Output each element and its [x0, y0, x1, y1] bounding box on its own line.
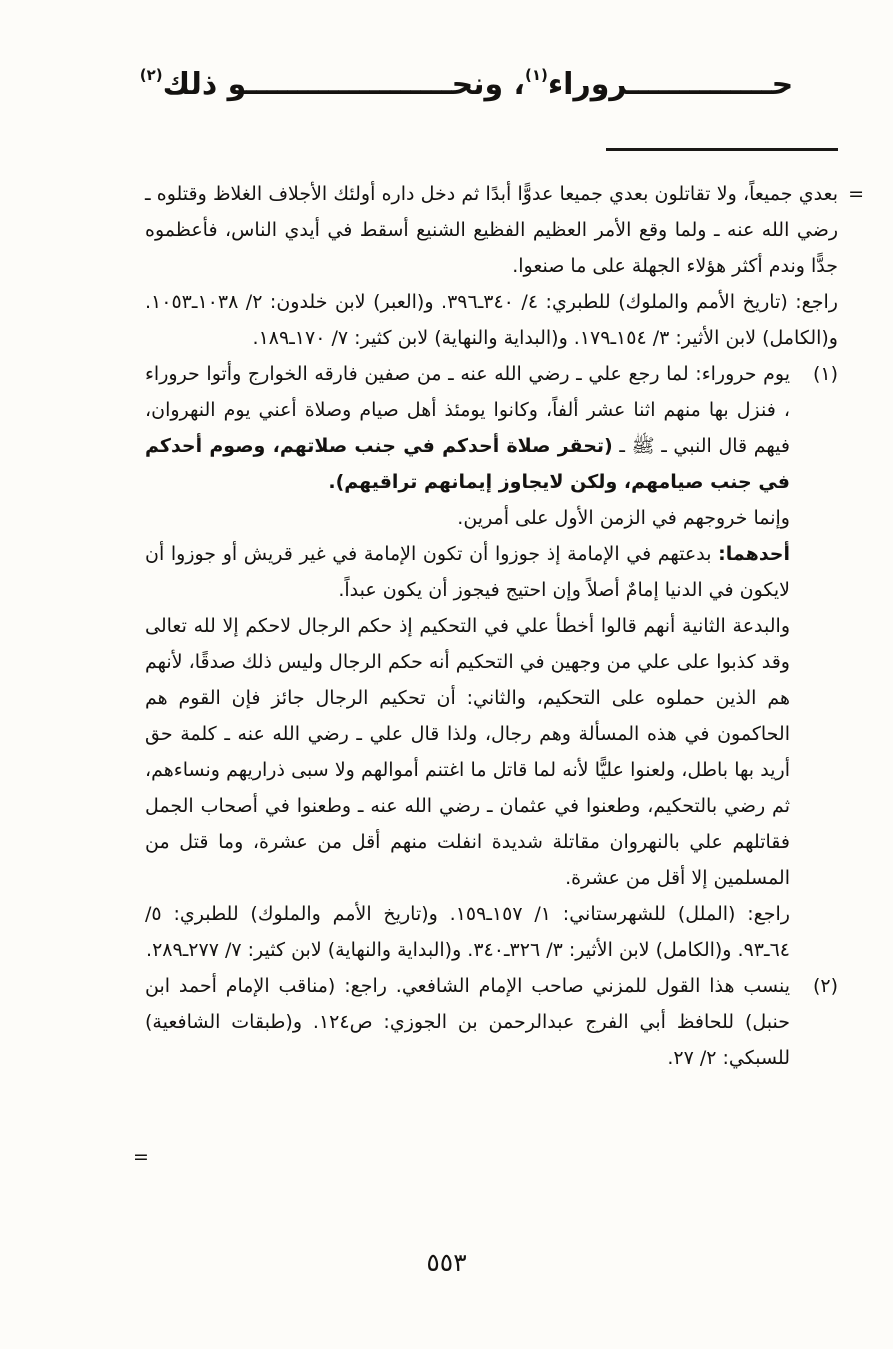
footnote-1-p3-text: بدعتهم في الإمامة إذ جوزوا أن تكون الإمامة في غير قريش أو جوزوا أن لايكون في الدنيا إمامٌ أصلاً وإن احتيج فيجوز أن يكون عبداً. — [145, 543, 790, 601]
footnotes-area — [145, 176, 864, 1076]
footnote-1-paragraph-4: والبدعة الثانية أنهم قالوا أخطأ علي في التحكيم إذ حكم الرجال لاحكم إلا لله تعالى وقد كذبوا على علي من وجهين في التحكيم أنه حكم الرجال وليس ذلك صدقًا، لأنهم هم الذين حملوه على التحكيم، والثاني: أن تحكيم الرجال جائز فإن القوم هم الحاكمون في هذه المسألة وهم رجال، ولذا قال علي ـ رضي الله عنه ـ كلمة حق أريد بها باطل، ولعنوا عليًّا لأنه لما قاتل ما اغتنم أموالهم ولا سبى ذراريهم ونساءهم، ثم رضي بالتحكيم، وطعنوا في عثمان ـ رضي الله عنه ـ وطعنوا في أصحاب الجمل فقاتلهم علي بالنهروان مقاتلة شديدة انفلت منهم أقل من عشرة، وما قتل من المسلمين إلا أقل من عشرة. — [145, 615, 790, 889]
footnote-2-marker: (٢) — [812, 975, 838, 997]
footnote-1-marker: (١) — [812, 363, 838, 385]
footnote-1-p1-text: يوم حروراء: لما رجع علي ـ رضي الله عنه ـ من صفين فارقه الخوارج وأتوا حروراء ، فنزل بها منهم اثنا عشر ألفاً، وكانوا يومئذ أهل صيام وصلاة أعني يوم النهروان، فيهم قال النبي ـ ﷺ ـ — [145, 363, 790, 457]
hadith-quote: (تحقر صلاة أحدكم في جنب صلاتهم، وصوم أحدكم في جنب صيامهم، ولكن لايجاوز إيمانهم تراقيهم). — [145, 435, 790, 493]
continued-footnote-reference: راجع: (تاريخ الأمم والملوك) للطبري: ٤/ ٣٤٠ـ٣٩٦. و(العبر) لابن خلدون: ٢/ ١٠٣٨ـ١٠٥٣. و(الكامل) لابن الأثير: ٣/ ١٥٤ـ١٧٩. و(البداية والنهاية) لابن كثير: ٧/ ١٧٠ـ١٨٩. — [145, 291, 838, 349]
footnote-2-text: ينسب هذا القول للمزني صاحب الإمام الشافعي. راجع: (مناقب الإمام أحمد ابن حنبل) للحافظ أبي الفرج عبدالرحمن بن الجوزي: ص١٢٤. و(طبقات الشافعية) للسبكي: ٢/ ٢٧. — [145, 975, 790, 1069]
heading-footnote-ref-2: (٢) — [139, 66, 163, 84]
footnote-1-p3-lead: أحدهما: — [718, 543, 790, 565]
heading-footnote-ref-1: (١) — [524, 66, 548, 84]
footnote-2-body — [145, 968, 790, 1076]
footnote-2 — [145, 968, 838, 1076]
continued-footnote — [145, 176, 864, 356]
footnote-1-reference: راجع: (الملل) للشهرستاني: ١/ ١٥٧ـ١٥٩. و(تاريخ الأمم والملوك) للطبري: ٥/ ٦٤ـ٩٣. و(الكامل) لابن الأثير: ٣/ ٣٢٦ـ٣٤٠. و(البداية والنهاية) لابن كثير: ٧/ ٢٧٧ـ٢٨٩. — [145, 903, 790, 961]
footnote-1 — [145, 356, 838, 968]
heading-text-2: ، ونحــــــــــــــــــــو ذلك — [162, 67, 525, 102]
continuation-mark-top: = — [848, 183, 864, 205]
footnote-1-paragraph-2: وإنما خروجهم في الزمن الأول على أمرين. — [457, 507, 790, 529]
chapter-heading — [40, 66, 893, 102]
continued-footnote-text: بعدي جميعاً، ولا تقاتلون بعدي جميعا عدوًّا أبدًا ثم دخل داره أولئك الأجلاف الغلاظ وقتلوه ـ رضي الله عنه ـ ولما وقع الأمر العظيم الفظيع الشنيع أسقط في أيدي الناس، فأعظموه جدًّا وندم أكثر هؤلاء الجهلة على ما صنعوا. — [145, 183, 838, 277]
footnote-1-paragraph-3 — [145, 536, 790, 608]
heading-divider — [606, 148, 838, 151]
continuation-mark-bottom: = — [133, 1146, 149, 1168]
footnote-1-paragraph-1 — [145, 356, 790, 500]
page-number: ٥٥٣ — [426, 1248, 467, 1277]
footnote-1-body — [145, 356, 790, 968]
heading-text-1: حــــــــــــــروراء — [547, 67, 794, 102]
